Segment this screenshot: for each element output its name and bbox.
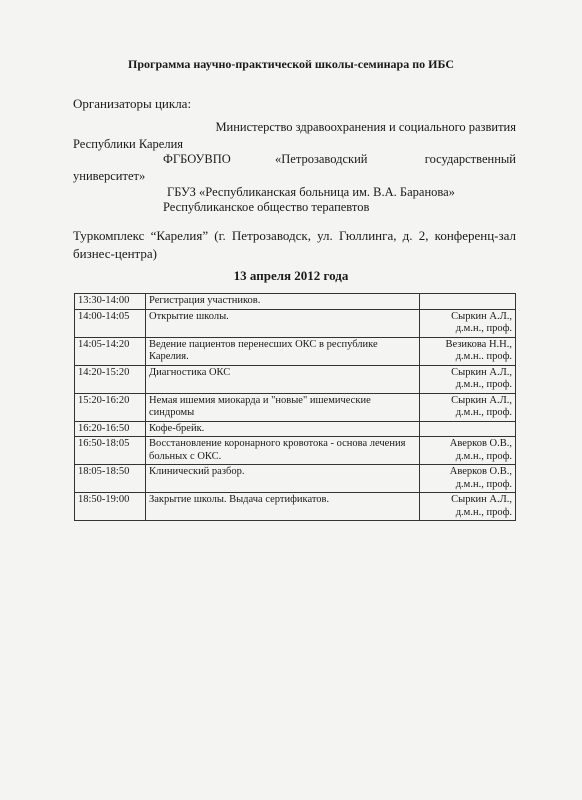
speaker-name: Аверков О.В., <box>449 466 512 477</box>
organizer-ministry-line2: Республики Карелия <box>73 137 184 151</box>
schedule-time: 15:20-16:20 <box>75 393 146 421</box>
schedule-row <box>75 337 516 365</box>
schedule-speaker <box>420 294 516 310</box>
speaker-title: д.м.н., проф. <box>455 506 512 518</box>
schedule-speaker <box>420 393 516 421</box>
speaker-title: д.м.н., проф. <box>455 450 512 462</box>
schedule-speaker <box>420 493 516 521</box>
speaker-name: Аверков О.В., <box>449 438 512 449</box>
schedule-speaker <box>420 365 516 393</box>
venue-text: Туркомплекс “Карелия” (г. Петрозаводск, ул. Гюллинга, д. 2, конференц-зал бизнес-центра) <box>73 228 516 261</box>
organizers-heading: Организаторы цикла: <box>73 96 192 111</box>
organizer-hospital: ГБУЗ «Республиканская больница им. В.А. Баранова» <box>167 185 455 199</box>
speaker-name: Сыркин А.Л., <box>451 366 512 378</box>
document-title: Программа научно-практической школы-семинара по ИБС <box>128 57 454 71</box>
organizer-university-abbr: ФГБОУВПО <box>163 152 231 166</box>
schedule-row <box>75 493 516 521</box>
schedule-time: 16:20-16:50 <box>75 421 146 437</box>
schedule-event: Ведение пациентов перенесших ОКС в республике Карелия. <box>146 337 420 365</box>
schedule-row <box>75 421 516 437</box>
schedule-event: Восстановление коронарного кровотока - основа лечения больных с ОКС. <box>146 437 420 465</box>
schedule-table <box>74 293 516 521</box>
schedule-time: 18:05-18:50 <box>75 465 146 493</box>
schedule-event: Кофе-брейк. <box>146 421 420 437</box>
schedule-time: 14:05-14:20 <box>75 337 146 365</box>
schedule-time: 13:30-14:00 <box>75 294 146 310</box>
schedule-row <box>75 437 516 465</box>
schedule-event: Открытие школы. <box>146 309 420 337</box>
speaker-title: д.м.н., проф. <box>455 407 512 418</box>
schedule-time: 18:50-19:00 <box>75 493 146 521</box>
schedule-event: Клинический разбор. <box>146 465 420 493</box>
schedule-speaker <box>420 309 516 337</box>
schedule-speaker <box>420 421 516 437</box>
speaker-name: Сыркин А.Л., <box>451 494 512 505</box>
speaker-name: Сыркин А.Л., <box>451 394 512 406</box>
schedule-row <box>75 465 516 493</box>
speaker-name: Везикова Н.Н., <box>445 338 512 350</box>
event-date: 13 апреля 2012 года <box>233 268 349 283</box>
organizer-university-word: государственный <box>424 152 516 166</box>
speaker-title: д.м.н., проф. <box>455 478 512 490</box>
speaker-title: д.м.н., проф. <box>455 323 512 334</box>
schedule-time: 16:50-18:05 <box>75 437 146 465</box>
organizer-university-name: «Петрозаводский <box>275 152 368 166</box>
schedule-row <box>75 309 516 337</box>
schedule-speaker <box>420 337 516 365</box>
schedule-row <box>75 365 516 393</box>
speaker-title: д.м.н., проф. <box>455 379 512 390</box>
speaker-name: Сыркин А.Л., <box>451 310 512 322</box>
organizer-university-line2: университет» <box>73 169 146 183</box>
schedule-row <box>75 294 516 310</box>
schedule-row <box>75 393 516 421</box>
schedule-time: 14:00-14:05 <box>75 309 146 337</box>
schedule-time: 14:20-15:20 <box>75 365 146 393</box>
schedule-speaker <box>420 465 516 493</box>
schedule-event: Диагностика ОКС <box>146 365 420 393</box>
speaker-title: д.м.н.. проф. <box>455 351 512 362</box>
schedule-event: Регистрация участников. <box>146 294 420 310</box>
organizer-society: Республиканское общество терапевтов <box>163 200 370 214</box>
schedule-event: Закрытие школы. Выдача сертификатов. <box>146 493 420 521</box>
schedule-speaker <box>420 437 516 465</box>
schedule-event: Немая ишемия миокарда и "новые" ишемические синдромы <box>146 393 420 421</box>
organizer-ministry-line1: Министерство здравоохранения и социального развития <box>215 120 516 134</box>
